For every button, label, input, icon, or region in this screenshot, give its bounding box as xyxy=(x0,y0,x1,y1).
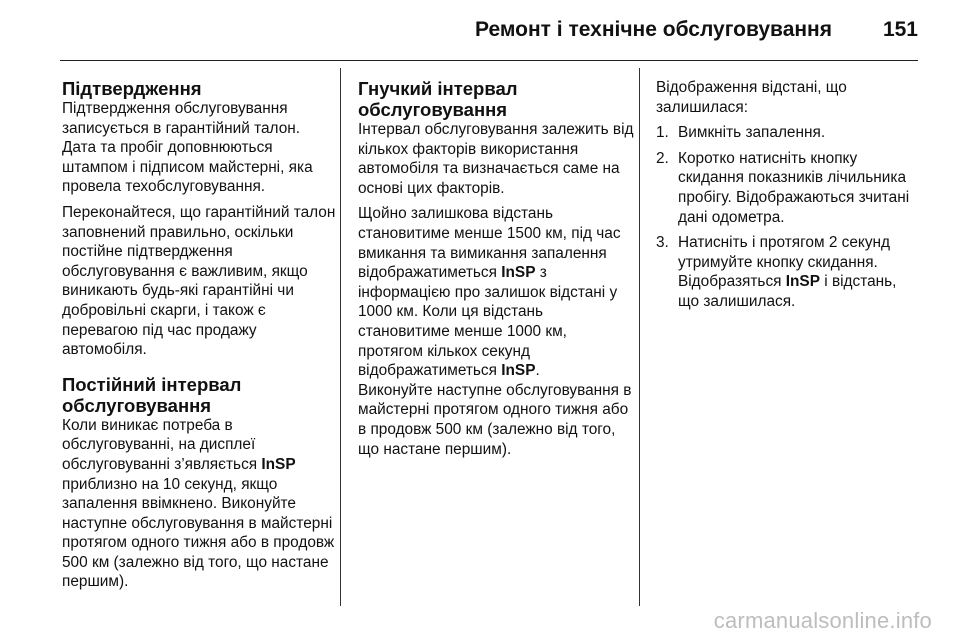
text-run: і відстань, що залишилася. xyxy=(678,273,897,310)
text-run: приблизно на 10 секунд, якщо запалення ввімкнено. Виконуйте наступне обслуговування в майстерні протягом одного тижня або в продовж 500 км (залежно від того, що настане першим). xyxy=(62,475,335,591)
inspection-indicator-text: InSP xyxy=(785,273,820,291)
text-run: Щойно залишкова відстань становитиме менше 1500 км, під час вмикання та вимикання запалення відображатиметься xyxy=(358,205,621,282)
page-header-title: Ремонт і технічне обслуговування xyxy=(475,18,832,41)
paragraph: Підтвердження обслуговування записується в гарантійний талон. Дата та пробіг доповнюються штампом і підписом майстерні, яка провела техобслуговування. xyxy=(62,100,313,196)
step-text: Коротко натисніть кнопку скидання показників лічильника пробігу. Відображаються зчитані дані одометра. xyxy=(678,149,910,226)
column-divider-2 xyxy=(639,68,640,606)
paragraph xyxy=(358,204,636,380)
section-title-confirmation: Підтвердження xyxy=(62,78,202,99)
list-item xyxy=(656,233,914,311)
step-number: 1. xyxy=(656,124,669,142)
header-divider xyxy=(60,60,918,61)
column-left xyxy=(62,78,336,592)
inspection-indicator-text: InSP xyxy=(261,455,296,473)
step-text xyxy=(678,234,896,310)
column-right xyxy=(656,78,914,318)
paragraph: Переконайтеся, що гарантійний талон заповнений правильно, оскільки постійне підтвердження обслуговування є важливим, якщо виникають будь-які гарантійні чи добровільні скарги, і також є перевагою під час продажу автомобіля. xyxy=(62,203,336,359)
paragraph: Відображення відстані, що залишилася: xyxy=(656,79,847,116)
paragraph: Виконуйте наступне обслуговування в майстерні протягом одного тижня або в продовж 500 км (залежно від того, що настане першим). xyxy=(358,381,632,458)
inspection-indicator-text: InSP xyxy=(501,264,536,282)
text-run: Коли виникає потреба в обслуговуванні, на дисплеї обслуговуванні з’являється xyxy=(62,416,262,473)
page-number: 151 xyxy=(882,18,918,41)
list-item xyxy=(656,123,914,143)
text-run: з інформацією про залишок відстані у 1000 км. Коли ця відстань становитиме менше 1000 км, протягом кількох секунд відображатиметься xyxy=(358,264,618,380)
column-divider-1 xyxy=(340,68,341,606)
step-number: 2. xyxy=(656,149,669,167)
section-title-fixed-interval: Постійний інтервал обслуговування xyxy=(62,373,242,416)
step-text: Вимкніть запалення. xyxy=(678,124,826,142)
column-middle xyxy=(358,78,636,459)
text-run: . xyxy=(535,362,540,380)
list-item xyxy=(656,149,914,227)
paragraph xyxy=(62,416,336,592)
text-run: Натисніть і протягом 2 секунд утримуйте кнопку скидання. Відобразяться xyxy=(678,234,890,291)
inspection-indicator-text: InSP xyxy=(501,362,536,380)
steps-list xyxy=(656,123,914,311)
section-title-flexible-interval: Гнучкий інтервал обслуговування xyxy=(358,78,518,120)
step-number: 3. xyxy=(656,234,669,252)
paragraph: Інтервал обслуговування залежить від кількох факторів використання автомобіля та визначається саме на основі цих факторів. xyxy=(358,121,634,197)
watermark: carmanualsonline.info xyxy=(713,608,932,633)
